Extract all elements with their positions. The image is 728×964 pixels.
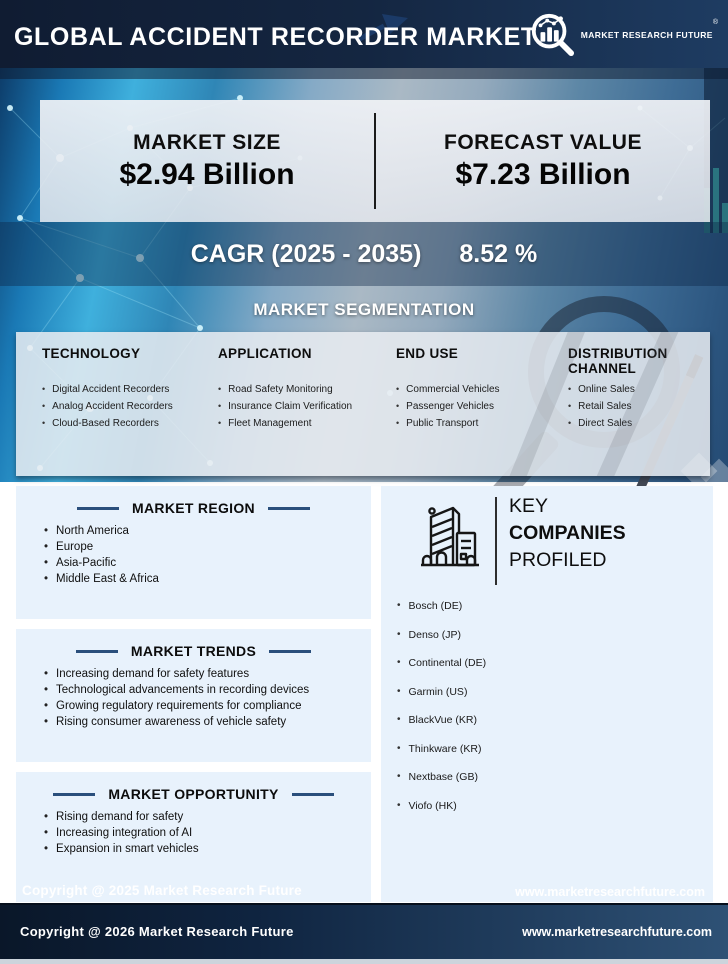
opportunity-item: • Rising demand for safety: [44, 811, 371, 823]
region-item: • Asia-Pacific: [44, 557, 371, 569]
market-trends-heading: [16, 629, 371, 659]
company-item: • Garmin (US): [397, 686, 713, 698]
market-trends-title: MARKET TRENDS: [130, 643, 257, 659]
trend-item: • Growing regulatory requirements for compliance: [44, 700, 371, 712]
company-item: • BlackVue (KR): [397, 714, 713, 726]
segmentation-title: MARKET SEGMENTATION: [253, 300, 475, 319]
company-item: • Continental (DE): [397, 657, 713, 669]
market-size-label: MARKET SIZE: [133, 130, 281, 154]
segmentation-item: • Direct Sales: [568, 418, 710, 429]
segmentation-heading: TECHNOLOGY: [42, 346, 141, 361]
heading-rule: [76, 650, 118, 653]
segmentation-item: • Retail Sales: [568, 401, 710, 412]
region-item: • Europe: [44, 541, 371, 553]
segmentation-column-application: [218, 346, 396, 476]
market-region-heading: [16, 486, 371, 516]
segmentation-item: • Digital Accident Recorders: [42, 384, 218, 395]
market-size-block: [40, 131, 374, 192]
forecast-value-block: [376, 131, 710, 192]
heading-rule: [77, 507, 119, 510]
segmentation-item: • Insurance Claim Verification: [218, 401, 396, 412]
region-item: • North America: [44, 525, 371, 537]
key-companies-title-line2: COMPANIES: [509, 522, 626, 544]
segmentation-item: • Commercial Vehicles: [396, 384, 568, 395]
market-opportunity-heading: [16, 772, 371, 802]
building-icon: [417, 499, 481, 578]
market-region-title: MARKET REGION: [132, 500, 255, 516]
page-title: GLOBAL ACCIDENT RECORDER MARKET: [14, 23, 537, 51]
cagr-label: CAGR (2025 - 2035): [190, 240, 422, 268]
market-size-value: $2.94 Billion: [119, 157, 295, 191]
key-companies-header: [381, 486, 713, 588]
segmentation-item: • Passenger Vehicles: [396, 401, 568, 412]
segmentation-item: • Fleet Management: [218, 418, 396, 429]
footer-website: www.marketresearchfuture.com: [522, 925, 712, 939]
cagr-line: [0, 240, 728, 269]
segmentation-heading: END USE: [396, 346, 459, 361]
segmentation-panel: [16, 332, 710, 476]
registered-mark: ®: [712, 19, 718, 26]
mrf-magnifier-chart-icon: [529, 11, 575, 57]
opportunity-item: • Increasing integration of AI: [44, 827, 371, 839]
brand-name: MARKET RESEARCH FUTURE: [580, 30, 713, 40]
heading-rule: [268, 507, 310, 510]
watermark-website: www.marketresearchfuture.com: [515, 885, 705, 899]
key-companies-title: [509, 493, 626, 574]
header-bar: [0, 0, 728, 68]
market-trends-panel: [16, 629, 371, 762]
company-item: • Bosch (DE): [397, 600, 713, 612]
forecast-value-label: FORECAST VALUE: [444, 130, 642, 154]
market-opportunity-title: MARKET OPPORTUNITY: [108, 786, 279, 802]
trend-item: • Rising consumer awareness of vehicle safety: [44, 716, 371, 728]
trend-item: • Technological advancements in recording devices: [44, 684, 371, 696]
segmentation-item: • Analog Accident Recorders: [42, 401, 218, 412]
forecast-value-value: $7.23 Billion: [455, 157, 631, 191]
segmentation-heading: DISTRIBUTION CHANNEL: [568, 346, 668, 376]
company-item: • Viofo (HK): [397, 800, 713, 812]
vertical-divider: [495, 497, 497, 585]
footer-copyright: Copyright @ 2026 Market Research Future: [20, 924, 294, 939]
bottom-edge-strip: [0, 959, 728, 964]
segmentation-item: • Cloud-Based Recorders: [42, 418, 218, 429]
market-region-panel: [16, 486, 371, 619]
region-item: • Middle East & Africa: [44, 573, 371, 585]
segmentation-heading: APPLICATION: [218, 346, 312, 361]
heading-rule: [269, 650, 311, 653]
company-item: • Nextbase (GB): [397, 771, 713, 783]
segmentation-column-technology: [42, 346, 218, 476]
key-companies-title-line3: PROFILED: [509, 549, 607, 571]
opportunity-item: • Expansion in smart vehicles: [44, 843, 371, 855]
heading-rule: [292, 793, 334, 796]
photo-top-shade: [0, 68, 728, 79]
segmentation-item: • Online Sales: [568, 384, 710, 395]
trend-item: • Increasing demand for safety features: [44, 668, 371, 680]
key-companies-panel: [381, 486, 713, 902]
key-companies-title-line1: KEY: [509, 495, 549, 517]
market-stats-panel: [40, 100, 710, 222]
company-item: • Thinkware (KR): [397, 743, 713, 755]
company-item: • Denso (JP): [397, 629, 713, 641]
heading-rule: [53, 793, 95, 796]
footer-bar: [0, 903, 728, 959]
watermark-copyright: Copyright @ 2025 Market Research Future: [22, 883, 302, 898]
segmentation-item: • Public Transport: [396, 418, 568, 429]
cagr-value: 8.52 %: [459, 240, 538, 268]
segmentation-item: • Road Safety Monitoring: [218, 384, 396, 395]
brand-logo: [529, 11, 718, 57]
